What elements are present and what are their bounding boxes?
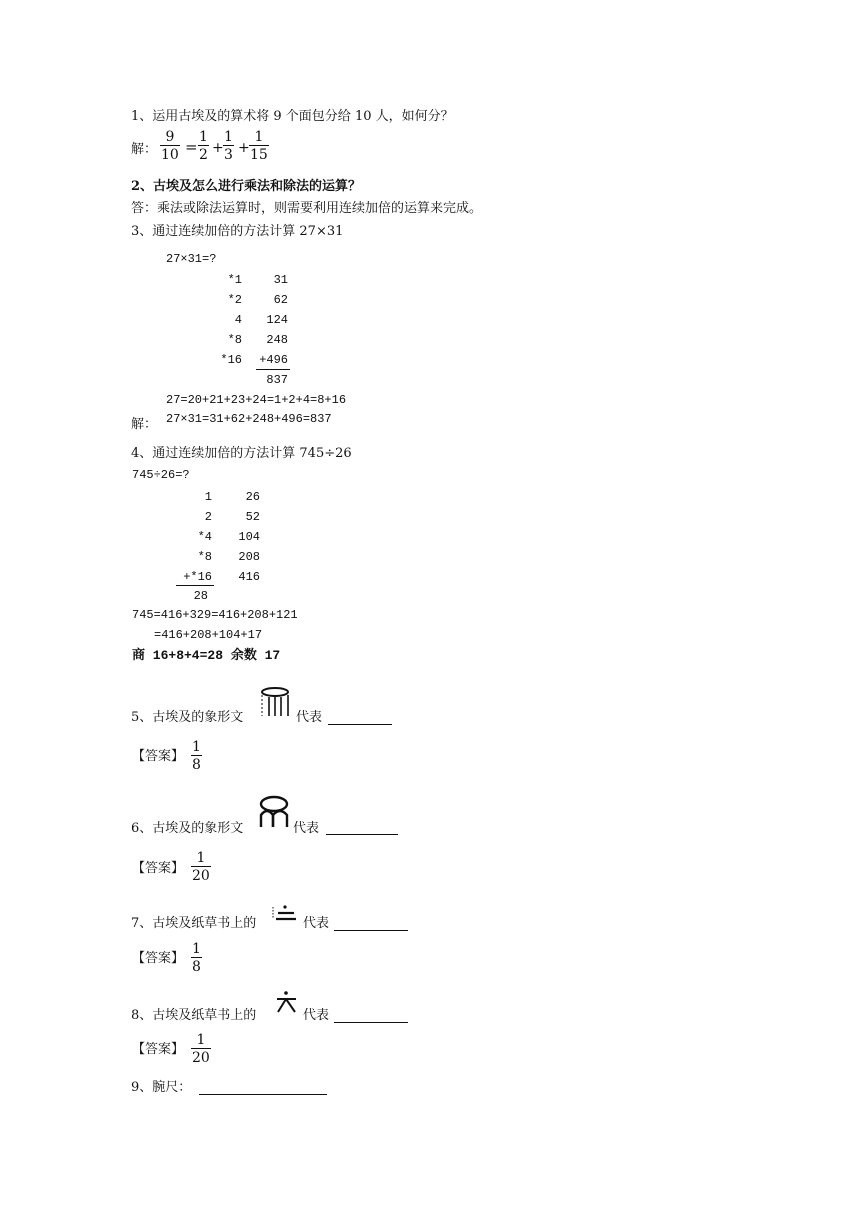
- q3-row-4-right: 248: [266, 333, 288, 347]
- q3-row-3-right: 124: [266, 313, 288, 327]
- q9-answer-blank: [199, 1094, 327, 1095]
- q8-answer-blank: [334, 1022, 408, 1023]
- q5-answer-label: 【答案】: [132, 749, 185, 764]
- q1-plus-1: +: [212, 140, 224, 156]
- q3-line-2: 27×31=31+62+248+496=837: [166, 412, 332, 426]
- q4-row-1-right: 26: [245, 490, 260, 504]
- q4-row-3-left: *4: [197, 530, 212, 544]
- q4-line-3: 商 16+8+4=28 余数 17: [132, 648, 281, 663]
- q3-header: 27×31=?: [166, 252, 217, 266]
- q3-row-1-left: *1: [227, 273, 242, 287]
- q3-row-3-left: 4: [234, 313, 242, 327]
- q4-line-2: =416+208+104+17: [154, 628, 263, 642]
- q2-answer: 答：乘法或除法运算时，则需要利用连续加倍的运算来完成。: [131, 201, 483, 216]
- q6-answer-label: 【答案】: [132, 861, 185, 876]
- q4-total: 28: [193, 589, 208, 603]
- q4-row-4-left: *8: [197, 550, 212, 564]
- question-5-prefix: 5、古埃及的象形文: [131, 710, 244, 725]
- q1-fraction-term-1: $\frac{1}{2}$: [199, 129, 208, 163]
- q1-fraction-lhs: $\frac{9}{10}$: [161, 129, 179, 163]
- q3-sum-rule: [256, 369, 290, 370]
- q4-row-3-right: 104: [238, 530, 260, 544]
- question-1: 1、运用古埃及的算术将 9 个面包分给 10 人，如何分？: [131, 109, 454, 124]
- question-8-prefix: 8、古埃及纸草书上的: [131, 1008, 257, 1023]
- q8-answer-label: 【答案】: [132, 1042, 185, 1057]
- q4-row-5-left: +*16: [183, 570, 212, 584]
- q3-row-2-left: *2: [227, 293, 242, 307]
- q4-line-1: 745=416+329=416+208+121: [132, 608, 298, 622]
- q7-answer-label: 【答案】: [132, 951, 185, 966]
- q6-answer-fraction: $\frac{1}{20}$: [192, 850, 210, 884]
- q4-row-2-left: 2: [204, 510, 212, 524]
- question-3: 3、通过连续加倍的方法计算 27×31: [131, 224, 344, 239]
- q4-row-5-right: 416: [238, 570, 260, 584]
- q1-fraction-term-3: $\frac{1}{15}$: [250, 129, 268, 163]
- q1-equals: =: [185, 138, 198, 156]
- q7-answer-fraction: $\frac{1}{8}$: [192, 941, 201, 975]
- q1-answer-label: 解：: [131, 142, 158, 157]
- question-6-prefix: 6、古埃及的象形文: [131, 821, 244, 836]
- q4-sum-rule: [176, 585, 214, 586]
- q1-fraction-term-2: $\frac{1}{3}$: [224, 129, 233, 163]
- q5-answer-blank: [328, 724, 392, 725]
- q4-header: 745÷26=?: [132, 468, 190, 482]
- q3-total: 837: [266, 373, 288, 387]
- q3-row-4-left: *8: [227, 333, 242, 347]
- question-7-prefix: 7、古埃及纸草书上的: [131, 916, 257, 931]
- question-4: 4、通过连续加倍的方法计算 745÷26: [131, 446, 352, 461]
- hieratic-sign-one-eighth-icon: [272, 904, 300, 926]
- q3-row-1-right: 31: [273, 273, 288, 287]
- q4-row-4-right: 208: [238, 550, 260, 564]
- q3-row-2-right: 62: [273, 293, 288, 307]
- q3-row-5-right: +496: [259, 353, 288, 367]
- q5-answer-fraction: $\frac{1}{8}$: [192, 739, 201, 773]
- q3-row-5-left: *16: [220, 353, 242, 367]
- question-2: 2、古埃及怎么进行乘法和除法的运算？: [131, 179, 362, 194]
- q3-answer-label: 解：: [131, 417, 158, 432]
- q7-answer-blank: [334, 930, 408, 931]
- coil-rope-hieroglyph-icon: [258, 686, 294, 722]
- question-6-suffix: 代表: [293, 821, 320, 836]
- question-9-prefix: 9、腕尺：: [131, 1080, 192, 1095]
- q3-line-1: 27=20+21+23+24=1+2+4=8+16: [166, 393, 347, 407]
- question-7-suffix: 代表: [303, 916, 330, 931]
- q4-row-1-left: 1: [204, 490, 212, 504]
- q1-plus-2: +: [238, 140, 250, 156]
- q4-row-2-right: 52: [245, 510, 260, 524]
- question-5-suffix: 代表: [296, 710, 323, 725]
- bread-loaf-hieroglyph-icon: [258, 795, 292, 831]
- q6-answer-blank: [326, 834, 398, 835]
- hieratic-sign-one-twentieth-icon: [274, 990, 300, 1016]
- question-8-suffix: 代表: [303, 1008, 330, 1023]
- q8-answer-fraction: $\frac{1}{20}$: [192, 1032, 210, 1066]
